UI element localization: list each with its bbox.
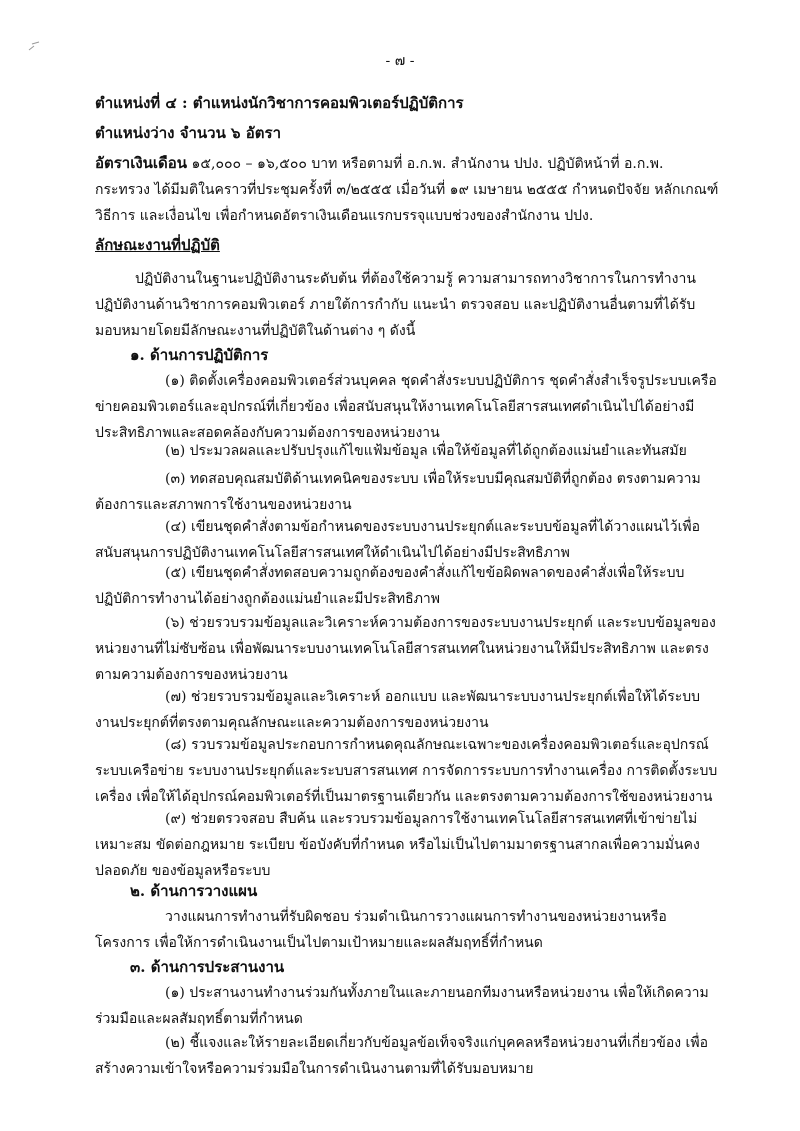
position-title: ตำแหน่งที่ ๔ : ตำแหน่งนักวิชาการคอมพิวเตอร์ปฏิบัติการ: [95, 94, 464, 112]
duties-intro: ปฏิบัติงานในฐานะปฏิบัติงานระดับต้น ที่ต้องใช้ความรู้ ความสามารถทางวิชาการในการทำงาน ปฏิบัติงานด้านวิชาการคอมพิวเตอร์ ภายใต้การกำกับ แนะนำ ตรวจสอบ และปฏิบัติงานอื่นตามที่ได้รับมอบหมายโดยมีลักษณะงานที่ปฏิบัติในด้านต่าง ๆ ดังนี้: [95, 271, 696, 339]
section-1-item: (๔) เขียนชุดคำสั่งตามข้อกำหนดของระบบงานประยุกต์และระบบข้อมูลที่ได้วางแผนไว้เพื่อสนับสนุนการปฏิบัติงานเทคโนโลยีสารสนเทศให้ดำเนินไปได้อย่างมีประสิทธิภาพ: [95, 519, 701, 561]
section-3-item: (๒) ชี้แจงและให้รายละเอียดเกี่ยวกับข้อมูลข้อเท็จจริงแก่บุคคลหรือหน่วยงานที่เกี่ยวข้อง เพื่อสร้างความเข้าใจหรือความร่วมมือในการดำเนินงานตามที่ได้รับมอบหมาย: [95, 1035, 708, 1077]
vacancy-count: ตำแหน่งว่าง จำนวน ๖ อัตรา: [95, 124, 282, 142]
section-1-item: (๘) รวบรวมข้อมูลประกอบการกำหนดคุณลักษณะเฉพาะของเครื่องคอมพิวเตอร์และอุปกรณ์ระบบเครือข่าย ระบบงานประยุกต์และระบบสารสนเทศ การจัดการระบบการทำงานเครื่อง การติดตั้งระบบเครื่อง เพื่อให้ได้อุปกรณ์คอมพิวเตอร์ที่เป็นมาตรฐานเดียวกัน และตรงตามความต้องการใช้ของหน่วยงาน: [95, 737, 718, 805]
section-1-item: (๑) ติดตั้งเครื่องคอมพิวเตอร์ส่วนบุคคล ชุดคำสั่งระบบปฏิบัติการ ชุดคำสั่งสำเร็จรูประบบเครือข่ายคอมพิวเตอร์และอุปกรณ์ที่เกี่ยวข้อง เพื่อสนับสนุนให้งานเทคโนโลยีสารสนเทศดำเนินไปได้อย่างมีประสิทธิภาพและสอดคล้องกับความต้องการของหน่วยงาน: [95, 373, 717, 441]
section-2-title: ๒. ด้านการวางแผน: [130, 882, 258, 900]
section-2-text: วางแผนการทำงานที่รับผิดชอบ ร่วมดำเนินการวางแผนการทำงานของหน่วยงานหรือโครงการ เพื่อให้การดำเนินงานเป็นไปตามเป้าหมายและผลสัมฤทธิ์ที่กำหนด: [95, 909, 667, 951]
salary-text: ๑๕,๐๐๐ – ๑๖,๕๐๐ บาท หรือตามที่ อ.ก.พ. สำนักงาน ปปง. ปฏิบัติหน้าที่ อ.ก.พ. กระทรวง ได้มีมติในคราวที่ประชุมครั้งที่ ๓/๒๕๕๕ เมื่อวันที่ ๑๙ เมษายน ๒๕๕๕ กำหนดปัจจัย หลักเกณฑ์ วิธีการ และเงื่อนไข เพื่อกำหนดอัตราเงินเดือนแรกบรรจุแบบช่วงของสำนักงาน ปปง.: [95, 156, 719, 224]
duties-heading: ลักษณะงานที่ปฏิบัติ: [95, 236, 220, 254]
salary-label: อัตราเงินเดือน: [95, 154, 188, 172]
section-1-item: (๕) เขียนชุดคำสั่งทดสอบความถูกต้องของคำสั่งแก้ไขข้อผิดพลาดของคำสั่งเพื่อให้ระบบปฏิบัติการทำงานได้อย่างถูกต้องแม่นยำและมีประสิทธิภาพ: [95, 565, 685, 607]
section-1-title: ๑. ด้านการปฏิบัติการ: [130, 346, 269, 364]
section-1-item: (๖) ช่วยรวบรวมข้อมูลและวิเคราะห์ความต้องการของระบบงานประยุกต์ และระบบข้อมูลของหน่วยงานที่ไม่ซับซ้อน เพื่อพัฒนาระบบงานเทคโนโลยีสารสนเทศในหน่วยงานให้มีประสิทธิภาพ และตรงตามความต้องการของหน่วยงาน: [95, 615, 716, 683]
section-3-title: ๓. ด้านการประสานงาน: [130, 958, 285, 976]
section-1-item: (๓) ทดสอบคุณสมบัติด้านเทคนิคของระบบ เพื่อให้ระบบมีคุณสมบัติที่ถูกต้อง ตรงตามความต้องการและสภาพการใช้งานของหน่วยงาน: [95, 471, 701, 513]
section-1-item: (๒) ประมวลผลและปรับปรุงแก้ไขแฟ้มข้อมูล เพื่อให้ข้อมูลที่ได้ถูกต้องแม่นยำและทันสมัย: [165, 443, 687, 459]
section-1-item: (๙) ช่วยตรวจสอบ สืบค้น และรวบรวมข้อมูลการใช้งานเทคโนโลยีสารสนเทศที่เข้าข่ายไม่เหมาะสม ขัดต่อกฎหมาย ระเบียบ ข้อบังคับที่กำหนด หรือไม่เป็นไปตามมาตรฐานสากลเพื่อความมั่นคงปลอดภัย ของข้อมูลหรือระบบ: [95, 811, 700, 879]
section-3-item: (๑) ประสานงานทำงานร่วมกันทั้งภายในและภายนอกทีมงานหรือหน่วยงาน เพื่อให้เกิดความร่วมมือและผลสัมฤทธิ์ตามที่กำหนด: [95, 985, 709, 1027]
page-number: - ๗ -: [385, 53, 415, 69]
section-1-item: (๗) ช่วยรวบรวมข้อมูลและวิเคราะห์ ออกแบบ และพัฒนาระบบงานประยุกต์เพื่อให้ได้ระบบงานประยุกต์ที่ตรงตามคุณลักษณะและความต้องการของหน่วยงาน: [95, 689, 701, 731]
salary-paragraph: [95, 150, 720, 229]
